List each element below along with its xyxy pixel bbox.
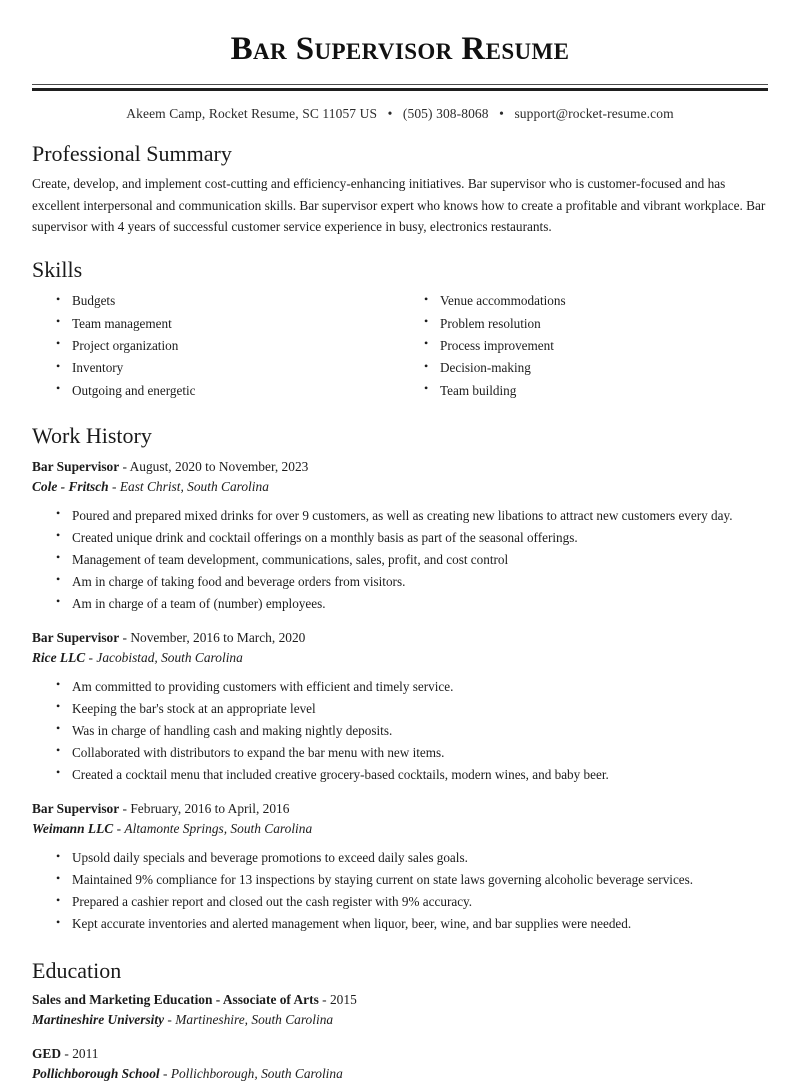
work-history-section (32, 422, 768, 935)
job-subheader (32, 477, 768, 497)
education-entry (32, 1044, 768, 1085)
list-item: • Created a cocktail menu that included creative grocery-based cocktails, modern wines, and baby beer. (72, 763, 768, 785)
education-school: Pollichborough School (32, 1066, 160, 1082)
job-company: Weimann LLC (32, 821, 114, 837)
job-header (32, 799, 768, 819)
list-item: • Keeping the bar's stock at an appropriate level (72, 697, 768, 719)
skills-column-left (32, 290, 400, 402)
page-title: Bar Supervisor Resume (230, 31, 570, 67)
education-school: Martineshire University (32, 1012, 165, 1028)
job-bullet-list (32, 847, 768, 935)
job-company: Cole - Fritsch (32, 479, 109, 495)
list-item: • Maintained 9% compliance for 13 inspections by staying current on state laws governing alcoholic beverage services. (72, 869, 768, 891)
job-subheader (32, 819, 768, 839)
list-item: • Management of team development, communications, sales, profit, and cost control (72, 548, 768, 570)
skills-list-left (32, 290, 400, 402)
job-separator: - (122, 459, 127, 475)
job-location: East Christ, South Carolina (119, 479, 269, 495)
list-item: • Inventory (72, 357, 400, 379)
job-entry (32, 457, 768, 614)
list-item: • Outgoing and energetic (72, 379, 400, 401)
job-header (32, 628, 768, 648)
list-item: • Process improvement (440, 334, 768, 356)
list-item: • Collaborated with distributors to expand the bar menu with new items. (72, 741, 768, 763)
education-subheader (32, 1010, 768, 1030)
job-separator: - (88, 650, 94, 666)
skills-columns (32, 290, 768, 402)
list-item: • Team building (440, 379, 768, 401)
contact-address: Akeem Camp, Rocket Resume, SC 11057 US (126, 105, 378, 121)
summary-text: Create, develop, and implement cost-cutting and efficiency-enhancing initiatives. Bar supervisor who is customer-focused and has excellent interpersonal and communication skills. Bar supervisor expert who knows how to create a profitable and vibrant workplace. Bar supervisor with 4 years of successful customer service experience in busy, electronics restaurants. (32, 176, 766, 235)
education-header (32, 990, 768, 1010)
contact-separator-2: • (499, 105, 504, 121)
education-separator: - (167, 1012, 172, 1028)
contact-email: support@rocket-resume.com (514, 105, 674, 121)
job-dates: November, 2016 to March, 2020 (130, 630, 306, 646)
job-header (32, 457, 768, 477)
list-item: • Was in charge of handling cash and making nightly deposits. (72, 719, 768, 741)
section-heading-education: Education (32, 957, 122, 983)
job-dates: February, 2016 to April, 2016 (130, 801, 290, 817)
education-year: 2015 (329, 992, 357, 1007)
job-separator: - (122, 630, 127, 646)
list-item: • Am committed to providing customers with efficient and timely service. (72, 675, 768, 697)
education-year: 2011 (72, 1045, 99, 1061)
education-header (32, 1044, 768, 1064)
list-item: • Project organization (72, 334, 400, 356)
contact-phone: (505) 308-8068 (402, 105, 489, 121)
list-item: • Am in charge of taking food and beverage orders from visitors. (72, 570, 768, 592)
list-item: • Budgets (72, 290, 400, 312)
education-program: Sales and Marketing Education - Associate of Arts (32, 992, 319, 1007)
job-title: Bar Supervisor (32, 459, 120, 475)
education-program: GED (32, 1045, 62, 1061)
job-separator: - (122, 801, 127, 817)
job-company: Rice LLC (32, 650, 86, 666)
education-section (32, 957, 768, 1085)
job-dates: August, 2020 to November, 2023 (129, 459, 309, 475)
list-item: • Upsold daily specials and beverage promotions to exceed daily sales goals. (72, 847, 768, 869)
list-item: • Created unique drink and cocktail offerings on a monthly basis as part of the seasonal offerings. (72, 526, 768, 548)
section-heading-work-history: Work History (32, 422, 152, 448)
education-location: Pollichborough, South Carolina (170, 1066, 343, 1082)
job-entry (32, 799, 768, 934)
list-item: • Team management (72, 312, 400, 334)
job-separator: - (112, 479, 117, 495)
education-separator: - (162, 1066, 168, 1082)
job-bullet-list (32, 504, 768, 614)
list-item: • Venue accommodations (440, 290, 768, 312)
header-divider (32, 84, 768, 91)
list-item: • Decision-making (440, 357, 768, 379)
job-entry (32, 628, 768, 785)
education-entry (32, 990, 768, 1031)
job-location: Jacobistad, South Carolina (96, 650, 243, 666)
job-separator: - (116, 821, 122, 837)
job-location: Altamonte Springs, South Carolina (124, 821, 313, 837)
contact-info (32, 106, 768, 122)
skills-section (32, 256, 768, 401)
section-heading-skills: Skills (32, 257, 83, 283)
job-subheader (32, 648, 768, 668)
job-title: Bar Supervisor (32, 630, 120, 646)
list-item: • Poured and prepared mixed drinks for over 9 customers, as well as creating new libations to attract new customers every day. (72, 504, 768, 526)
list-item: • Am in charge of a team of (number) employees. (72, 592, 768, 614)
job-title: Bar Supervisor (32, 801, 120, 817)
contact-separator-1: • (387, 105, 393, 121)
education-separator: - (322, 992, 327, 1007)
education-separator: - (64, 1045, 69, 1061)
job-bullet-list (32, 675, 768, 785)
divider-line-thick (32, 88, 768, 91)
list-item: • Prepared a cashier report and closed out the cash register with 9% accuracy. (72, 891, 768, 913)
list-item: • Problem resolution (440, 312, 768, 334)
skills-column-right (400, 290, 768, 402)
skills-list-right (400, 290, 768, 402)
section-heading-summary: Professional Summary (32, 140, 232, 166)
education-subheader (32, 1064, 768, 1084)
list-item: • Kept accurate inventories and alerted management when liquor, beer, wine, and bar supplies were needed. (72, 913, 768, 935)
education-location: Martineshire, South Carolina (175, 1012, 334, 1028)
professional-summary-section (32, 140, 768, 239)
